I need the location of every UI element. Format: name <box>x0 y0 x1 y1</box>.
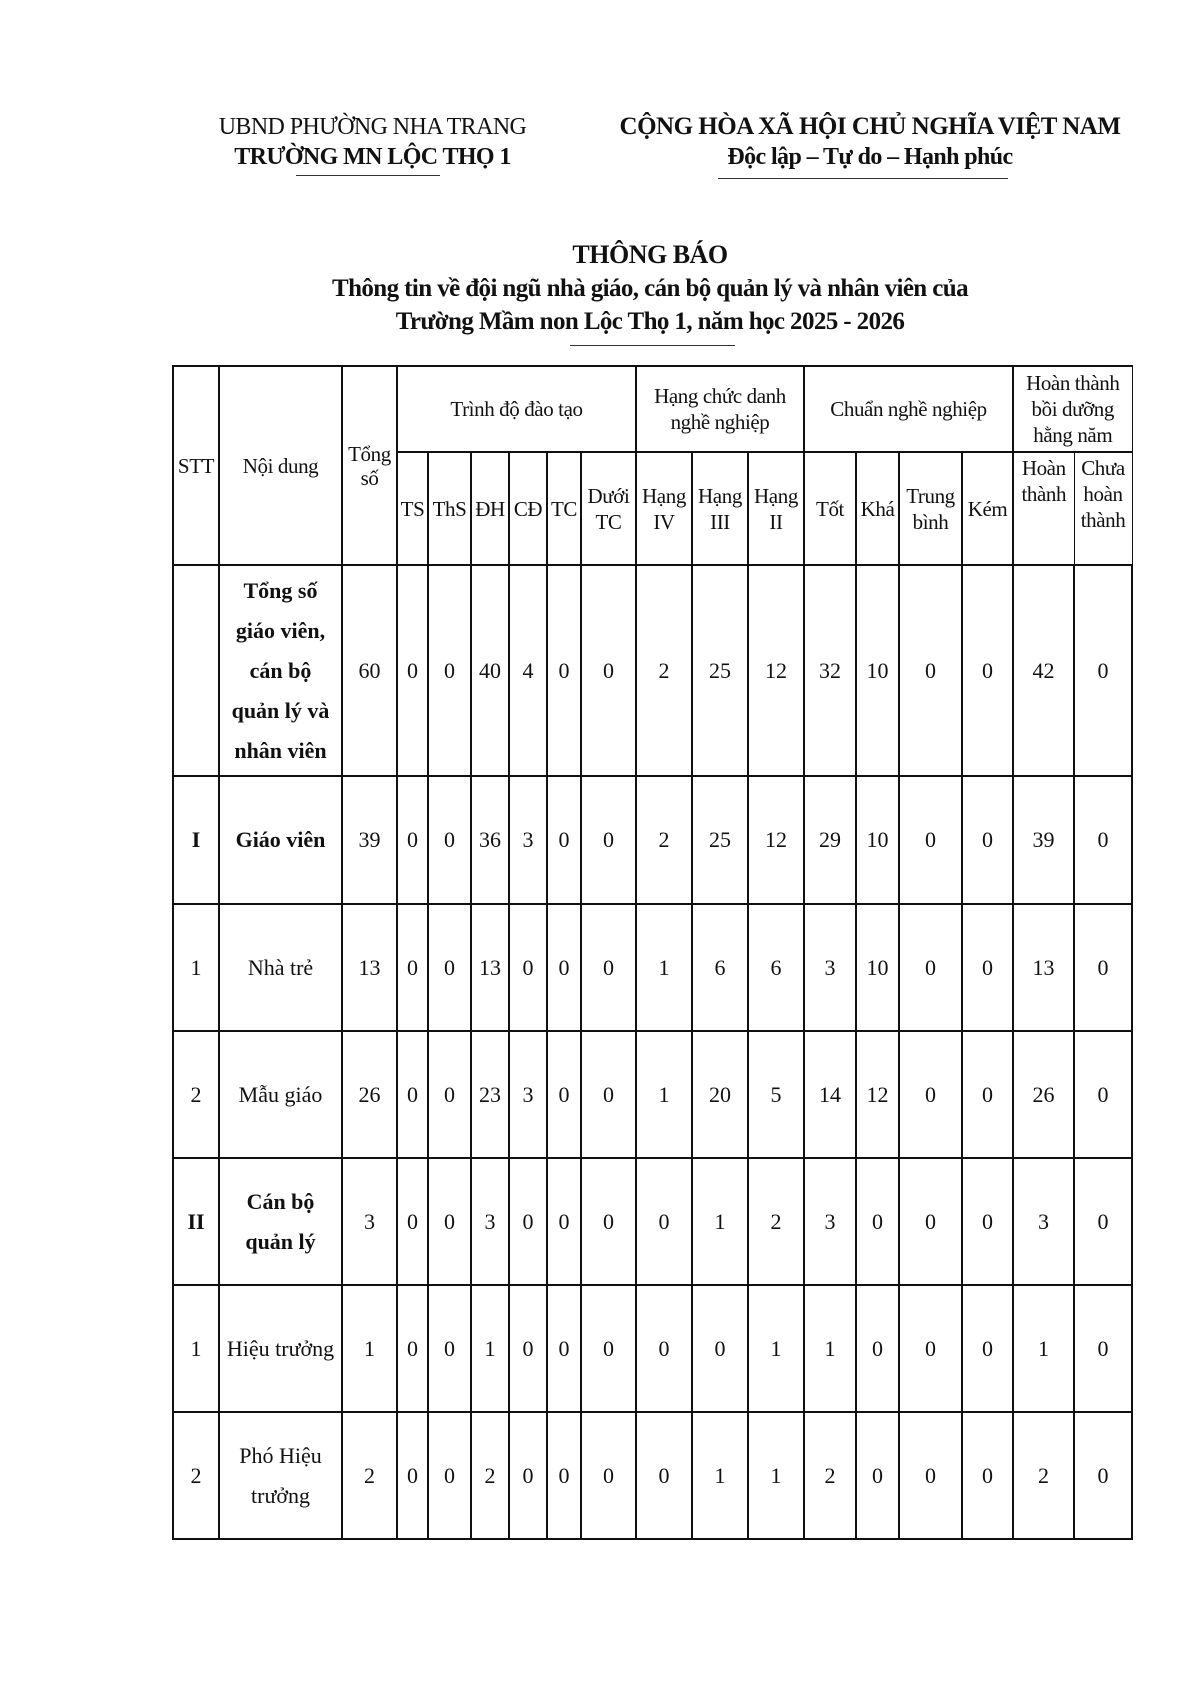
cell-tc: 0 <box>547 776 581 904</box>
header-dh: ĐH <box>471 452 509 565</box>
cell-completed: 2 <box>1013 1412 1074 1539</box>
motto: Độc lập – Tự do – Hạnh phúc <box>727 144 1013 170</box>
cell-tc: 0 <box>547 1031 581 1158</box>
nation-name: CỘNG HÒA XÃ HỘI CHỦ NGHĨA VIỆT NAM <box>619 113 1121 140</box>
cell-not-completed: 0 <box>1074 776 1132 904</box>
cell-not-completed: 0 <box>1074 1285 1132 1412</box>
cell-rank-iv: 1 <box>636 1031 692 1158</box>
cell-rank-iii: 20 <box>692 1031 748 1158</box>
cell-stt: II <box>173 1158 219 1285</box>
cell-content: Mẫu giáo <box>219 1031 342 1158</box>
header-rank-iv: Hạng IV <box>636 452 692 565</box>
cell-good: 1 <box>804 1285 856 1412</box>
document-title: THÔNG BÁO <box>572 240 728 269</box>
cell-completed: 26 <box>1013 1031 1074 1158</box>
cell-average: 0 <box>899 1158 962 1285</box>
cell-tc: 0 <box>547 565 581 776</box>
cell-dh: 13 <box>471 904 509 1031</box>
header-group-row <box>173 366 1132 452</box>
cell-good: 3 <box>804 904 856 1031</box>
authority-name: UBND PHƯỜNG NHA TRANG <box>218 114 527 140</box>
cell-cd: 0 <box>509 1285 547 1412</box>
header-cd: CĐ <box>509 452 547 565</box>
cell-total: 1 <box>342 1285 397 1412</box>
cell-fair: 12 <box>856 1031 899 1158</box>
cell-completed: 42 <box>1013 565 1074 776</box>
cell-fair: 0 <box>856 1412 899 1539</box>
cell-average: 0 <box>899 1412 962 1539</box>
cell-content: Tổng số giáo viên, cán bộ quản lý và nhân viên <box>219 565 342 776</box>
header-tc: TC <box>547 452 581 565</box>
cell-tc: 0 <box>547 1158 581 1285</box>
cell-dh: 40 <box>471 565 509 776</box>
cell-cd: 4 <box>509 565 547 776</box>
cell-ts: 0 <box>397 565 428 776</box>
cell-ts: 0 <box>397 1412 428 1539</box>
cell-not-completed: 0 <box>1074 1031 1132 1158</box>
cell-ths: 0 <box>428 1031 471 1158</box>
cell-content: Cán bộ quản lý <box>219 1158 342 1285</box>
cell-cd: 0 <box>509 1158 547 1285</box>
table-row <box>173 1158 1132 1285</box>
cell-stt: 2 <box>173 1031 219 1158</box>
cell-below-tc: 0 <box>581 1031 636 1158</box>
cell-rank-ii: 6 <box>748 904 804 1031</box>
cell-total: 39 <box>342 776 397 904</box>
header-group-rank: Hạng chức danh nghề nghiệp <box>636 366 804 452</box>
cell-dh: 2 <box>471 1412 509 1539</box>
header-ths: ThS <box>428 452 471 565</box>
cell-below-tc: 0 <box>581 1158 636 1285</box>
cell-stt: 2 <box>173 1412 219 1539</box>
cell-ts: 0 <box>397 1031 428 1158</box>
cell-good: 14 <box>804 1031 856 1158</box>
cell-fair: 10 <box>856 904 899 1031</box>
cell-rank-ii: 1 <box>748 1285 804 1412</box>
cell-not-completed: 0 <box>1074 904 1132 1031</box>
cell-ths: 0 <box>428 1285 471 1412</box>
cell-rank-iv: 0 <box>636 1412 692 1539</box>
cell-average: 0 <box>899 565 962 776</box>
national-motto-block <box>590 112 1150 172</box>
title-underline <box>570 345 735 346</box>
cell-rank-iii: 25 <box>692 565 748 776</box>
header-good: Tốt <box>804 452 856 565</box>
table-row <box>173 1412 1132 1539</box>
cell-good: 3 <box>804 1158 856 1285</box>
cell-poor: 0 <box>962 1031 1013 1158</box>
cell-poor: 0 <box>962 565 1013 776</box>
cell-fair: 10 <box>856 565 899 776</box>
cell-cd: 0 <box>509 1412 547 1539</box>
header-ts: TS <box>397 452 428 565</box>
header-not-completed: Chưa hoàn thành <box>1074 452 1132 565</box>
cell-completed: 13 <box>1013 904 1074 1031</box>
table-row <box>173 776 1132 904</box>
cell-dh: 1 <box>471 1285 509 1412</box>
cell-ts: 0 <box>397 1285 428 1412</box>
cell-cd: 3 <box>509 776 547 904</box>
cell-poor: 0 <box>962 1412 1013 1539</box>
cell-poor: 0 <box>962 776 1013 904</box>
cell-tc: 0 <box>547 1285 581 1412</box>
cell-total: 2 <box>342 1412 397 1539</box>
cell-tc: 0 <box>547 904 581 1031</box>
cell-ts: 0 <box>397 776 428 904</box>
staff-statistics-table <box>172 365 1133 1540</box>
cell-not-completed: 0 <box>1074 565 1132 776</box>
cell-content: Nhà trẻ <box>219 904 342 1031</box>
cell-rank-iii: 1 <box>692 1412 748 1539</box>
cell-content: Giáo viên <box>219 776 342 904</box>
school-name: TRƯỜNG MN LỘC THỌ 1 <box>234 144 511 170</box>
cell-rank-ii: 12 <box>748 776 804 904</box>
cell-rank-ii: 5 <box>748 1031 804 1158</box>
cell-rank-iv: 2 <box>636 565 692 776</box>
cell-stt: 1 <box>173 1285 219 1412</box>
cell-stt <box>173 565 219 776</box>
header-group-training: Trình độ đào tạo <box>397 366 636 452</box>
cell-total: 60 <box>342 565 397 776</box>
cell-rank-ii: 2 <box>748 1158 804 1285</box>
cell-completed: 3 <box>1013 1158 1074 1285</box>
header-poor: Kém <box>962 452 1013 565</box>
cell-below-tc: 0 <box>581 776 636 904</box>
cell-ths: 0 <box>428 1412 471 1539</box>
cell-not-completed: 0 <box>1074 1158 1132 1285</box>
cell-completed: 1 <box>1013 1285 1074 1412</box>
cell-content: Phó Hiệu trưởng <box>219 1412 342 1539</box>
cell-poor: 0 <box>962 904 1013 1031</box>
cell-not-completed: 0 <box>1074 1412 1132 1539</box>
header-rank-ii: Hạng II <box>748 452 804 565</box>
cell-average: 0 <box>899 1285 962 1412</box>
cell-rank-ii: 1 <box>748 1412 804 1539</box>
header-content: Nội dung <box>219 366 342 565</box>
header-rank-iii: Hạng III <box>692 452 748 565</box>
header-fair: Khá <box>856 452 899 565</box>
cell-fair: 0 <box>856 1285 899 1412</box>
header-average: Trung bình <box>899 452 962 565</box>
cell-good: 2 <box>804 1412 856 1539</box>
cell-total: 26 <box>342 1031 397 1158</box>
cell-rank-iv: 0 <box>636 1158 692 1285</box>
cell-fair: 0 <box>856 1158 899 1285</box>
cell-rank-iii: 25 <box>692 776 748 904</box>
header-total: Tổng số <box>342 366 397 565</box>
cell-total: 13 <box>342 904 397 1031</box>
cell-cd: 0 <box>509 904 547 1031</box>
motto-underline <box>718 178 1008 179</box>
cell-total: 3 <box>342 1158 397 1285</box>
cell-below-tc: 0 <box>581 1412 636 1539</box>
table-row <box>173 1285 1132 1412</box>
cell-average: 0 <box>899 904 962 1031</box>
school-name-underline <box>296 175 440 176</box>
cell-average: 0 <box>899 1031 962 1158</box>
issuing-authority-block <box>200 112 545 172</box>
cell-rank-iv: 2 <box>636 776 692 904</box>
document-title-block <box>180 238 1120 338</box>
table-row <box>173 565 1132 776</box>
cell-ts: 0 <box>397 1158 428 1285</box>
cell-poor: 0 <box>962 1158 1013 1285</box>
document-subtitle-line-2: Trường Mầm non Lộc Thọ 1, năm học 2025 - 2026 <box>395 308 905 335</box>
cell-dh: 3 <box>471 1158 509 1285</box>
cell-poor: 0 <box>962 1285 1013 1412</box>
header-below-tc: Dưới TC <box>581 452 636 565</box>
cell-below-tc: 0 <box>581 1285 636 1412</box>
cell-cd: 3 <box>509 1031 547 1158</box>
cell-rank-iii: 1 <box>692 1158 748 1285</box>
cell-ths: 0 <box>428 776 471 904</box>
cell-good: 29 <box>804 776 856 904</box>
cell-rank-iv: 1 <box>636 904 692 1031</box>
cell-ths: 0 <box>428 565 471 776</box>
header-group-standard: Chuẩn nghề nghiệp <box>804 366 1013 452</box>
cell-rank-iii: 0 <box>692 1285 748 1412</box>
document-subtitle-line-1: Thông tin về đội ngũ nhà giáo, cán bộ quản lý và nhân viên của <box>332 275 968 302</box>
cell-ts: 0 <box>397 904 428 1031</box>
cell-rank-iii: 6 <box>692 904 748 1031</box>
table-body <box>173 565 1132 1539</box>
cell-fair: 10 <box>856 776 899 904</box>
cell-dh: 36 <box>471 776 509 904</box>
cell-ths: 0 <box>428 904 471 1031</box>
cell-dh: 23 <box>471 1031 509 1158</box>
table-row <box>173 904 1132 1031</box>
cell-below-tc: 0 <box>581 565 636 776</box>
cell-tc: 0 <box>547 1412 581 1539</box>
cell-rank-ii: 12 <box>748 565 804 776</box>
table-row <box>173 1031 1132 1158</box>
cell-stt: I <box>173 776 219 904</box>
header-stt: STT <box>173 366 219 565</box>
cell-completed: 39 <box>1013 776 1074 904</box>
header-group-annual-training: Hoàn thành bồi dưỡng hằng năm <box>1013 366 1132 452</box>
cell-average: 0 <box>899 776 962 904</box>
cell-below-tc: 0 <box>581 904 636 1031</box>
cell-good: 32 <box>804 565 856 776</box>
header-completed: Hoàn thành <box>1013 452 1074 565</box>
cell-ths: 0 <box>428 1158 471 1285</box>
cell-stt: 1 <box>173 904 219 1031</box>
cell-rank-iv: 0 <box>636 1285 692 1412</box>
cell-content: Hiệu trưởng <box>219 1285 342 1412</box>
